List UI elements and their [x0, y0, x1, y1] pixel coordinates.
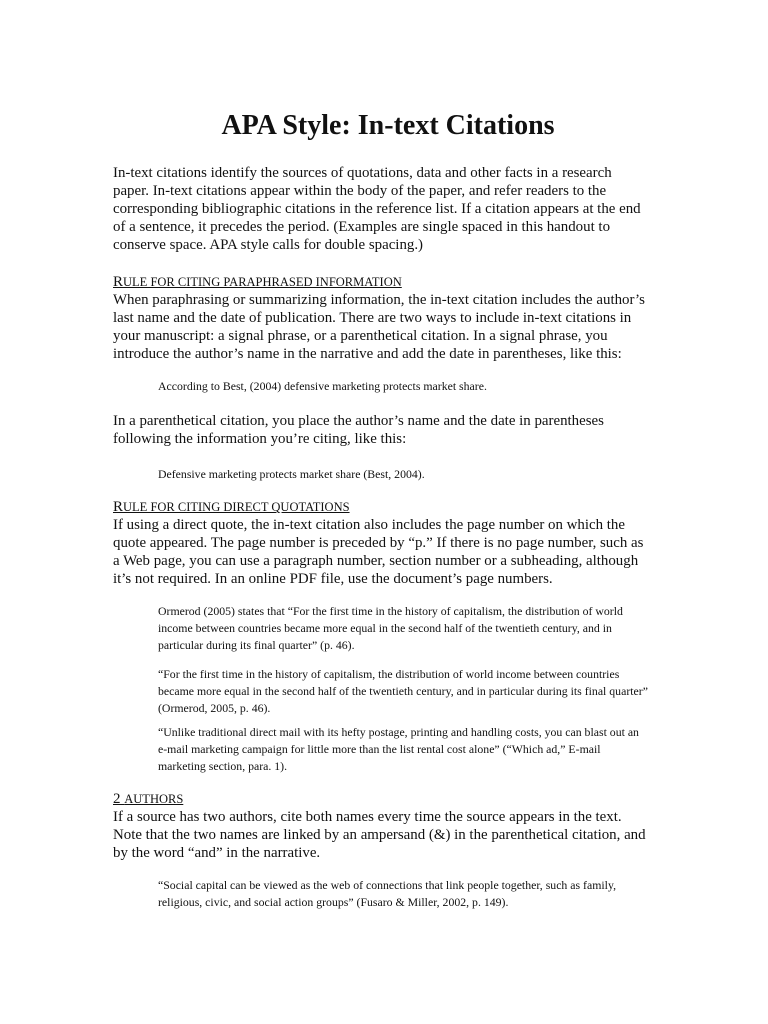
section-heading-direct-quotations — [113, 499, 350, 515]
direct-quote-example-2: “For the first time in the history of capitalism, the distribution of world income between countries became more equal in the second half of the twentieth century, and in particular during its final quarter” (Ormerod, 2005, p. 46). — [158, 667, 648, 715]
section-heading-two-authors — [113, 791, 183, 807]
direct-quote-example-3: “Unlike traditional direct mail with its hefty postage, printing and handling costs, you can blast out an e-mail marketing campaign for little more than the list rental cost alone” (“Which ad,” E-mail marketing section, para. 1). — [158, 725, 639, 773]
direct-quote-example-1: Ormerod (2005) states that “For the first time in the history of capitalism, the distribution of world income between countries became more equal in the second half of the twentieth century, and in particular during its final quarter” (p. 46). — [158, 604, 623, 652]
two-authors-paragraph: If a source has two authors, cite both names every time the source appears in the text. Note that the two names are linked by an ampersand (&) in the parenthetical citation, and by the word “and” in the narrative. — [113, 809, 646, 861]
heading-initial: R — [113, 499, 124, 515]
direct-quote-rule-paragraph: If using a direct quote, the in-text citation also includes the page number on which the quote appeared. The page number is preceded by “p.” If there is no page number, such as a Web page, you can use a paragraph number, section number or a subheading, although it’s not required. In an online PDF file, use the document’s page numbers. — [113, 517, 644, 587]
section-heading-paraphrased — [113, 274, 402, 290]
signal-phrase-example: According to Best, (2004) defensive marketing protects market share. — [158, 379, 487, 393]
two-authors-example: “Social capital can be viewed as the web of connections that link people together, such as family, religious, civic, and social action groups” (Fusaro & Miller, 2002, p. 149). — [158, 878, 617, 909]
heading-rest: AUTHORS — [124, 792, 184, 806]
paraphrase-rule-paragraph: When paraphrasing or summarizing information, the in-text citation includes the author’s last name and the date of publication. There are two ways to include in-text citations in your manuscript: a signal phrase, or a parenthetical citation. In a signal phrase, you introduce the author’s name in the narrative and add the date in parentheses, like this: — [113, 292, 645, 362]
parenthetical-paragraph: In a parenthetical citation, you place the author’s name and the date in parentheses following the information you’re citing, like this: — [113, 413, 604, 447]
heading-rest: ULE FOR CITING PARAPHRASED INFORMATION — [123, 275, 402, 289]
heading-rest: ULE FOR CITING DIRECT QUOTATIONS — [123, 500, 350, 514]
page-title: APA Style: In-text Citations — [221, 110, 555, 141]
intro-paragraph: In-text citations identify the sources of quotations, data and other facts in a research paper. In-text citations appear within the body of the paper, and refer readers to the corresponding bibliographic citations in the reference list. If a citation appears at the end of a sentence, it precedes the period. (Examples are single spaced in this handout to conserve space. APA style calls for double spacing.) — [113, 165, 641, 253]
parenthetical-example: Defensive marketing protects market share (Best, 2004). — [158, 467, 425, 481]
heading-initial: R — [113, 274, 124, 290]
heading-initial: 2 — [113, 791, 125, 807]
